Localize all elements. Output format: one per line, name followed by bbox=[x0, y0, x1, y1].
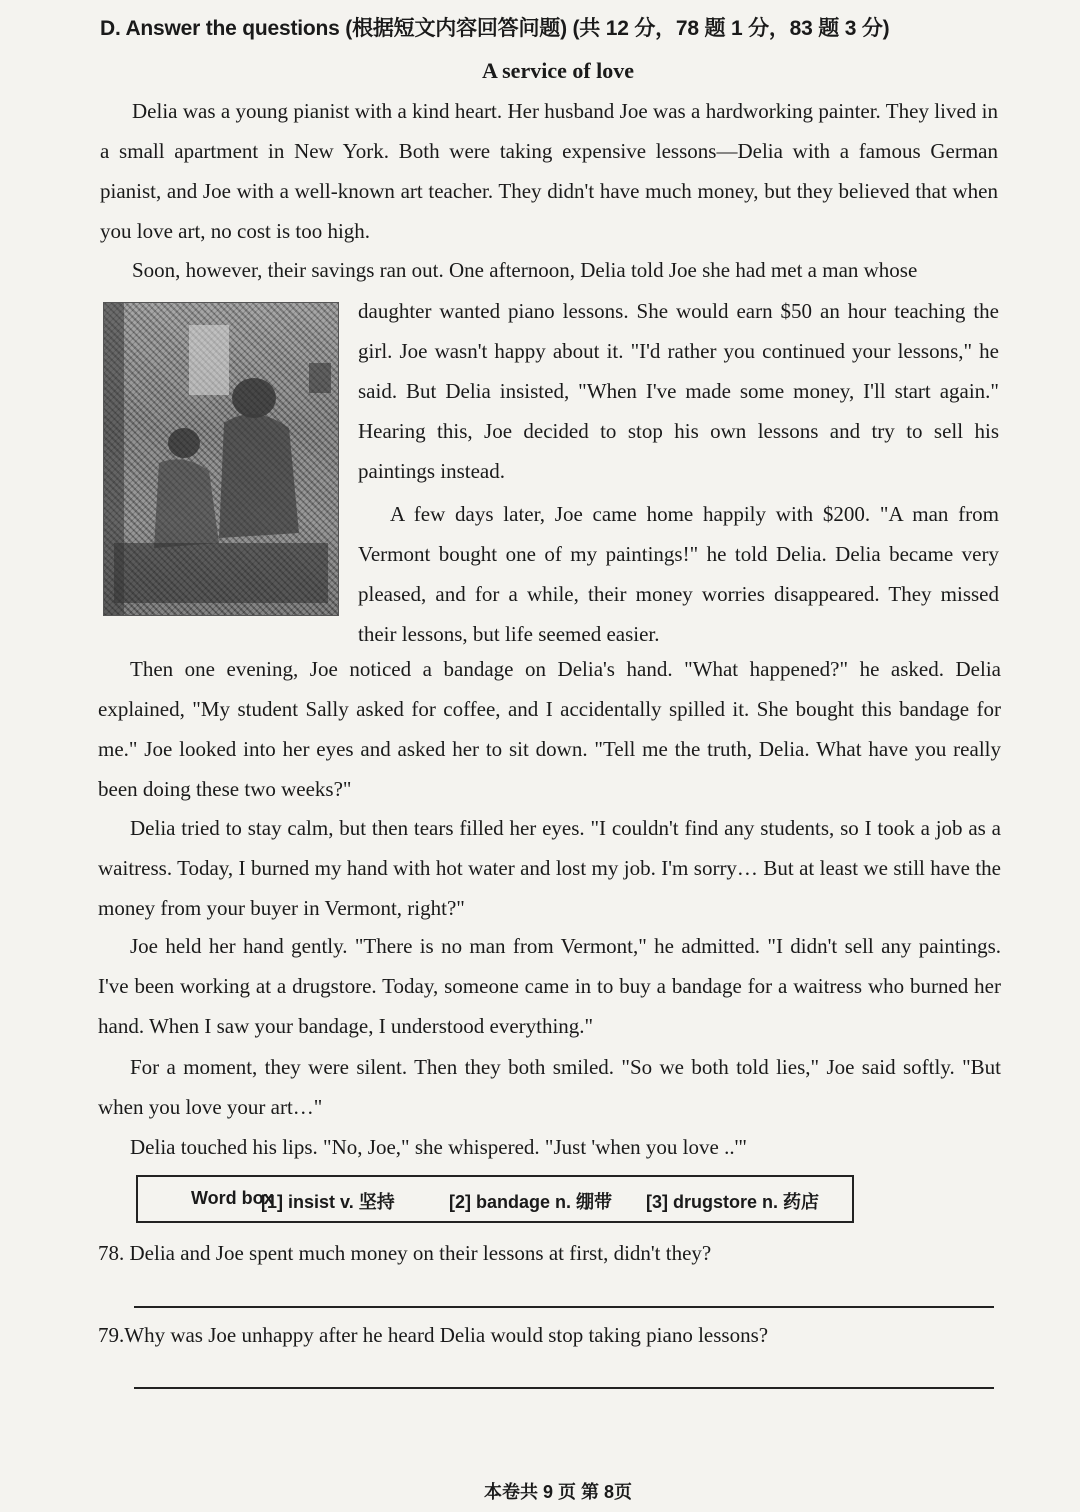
word-box-item-drugstore: [3] drugstore n. 药店 bbox=[646, 1192, 820, 1212]
article-paragraph-6: Joe held her hand gently. "There is no man from Vermont," he admitted. "I didn't sell any paintings. I've been working at a drugstore. Today, someone came in to buy a bandage for a waitress who burned her hand. When I saw your bandage, I understood everything." bbox=[98, 934, 1001, 1038]
article-paragraph-8: Delia touched his lips. "No, Joe," she whispered. "Just 'when you love ..'" bbox=[130, 1135, 747, 1159]
question-78: 78. Delia and Joe spent much money on their lessons at first, didn't they? bbox=[98, 1241, 712, 1265]
article-paragraph-4: Then one evening, Joe noticed a bandage on Delia's hand. "What happened?" he asked. Delia explained, "My student Sally asked for coffee, and I accidentally spilled it. She bought this bandage for me." Joe looked into her eyes and asked her to sit down. "Tell me the truth, Delia. What have you really been doing these two weeks?" bbox=[98, 657, 1001, 801]
answer-line-79[interactable] bbox=[134, 1387, 994, 1389]
article-paragraph-5: Delia tried to stay calm, but then tears filled her eyes. "I couldn't find any students, so I took a job as a waitress. Today, I burned my hand with hot water and lost my job. I'm sorry… But at least we still have the money from your buyer in Vermont, right?" bbox=[98, 816, 1001, 920]
article-paragraph-2-rest: daughter wanted piano lessons. She would earn $50 an hour teaching the girl. Joe wasn't happy about it. "I'd rather you continued your lessons," he said. But Delia insisted, "When I've made some money, I'll start again." Hearing this, Joe decided to stop his own lessons and try to sell his paintings instead. bbox=[358, 299, 999, 483]
word-box-label: Word box bbox=[191, 1188, 274, 1208]
word-box bbox=[136, 1175, 854, 1223]
article-paragraph-7: For a moment, they were silent. Then they both smiled. "So we both told lies," Joe said softly. "But when you love your art…" bbox=[98, 1055, 1001, 1119]
illustration-figures bbox=[104, 303, 338, 615]
question-79: 79.Why was Joe unhappy after he heard Delia would stop taking piano lessons? bbox=[98, 1323, 769, 1347]
page-footer: 本卷共 9 页 第 8页 bbox=[483, 1482, 633, 1502]
article-title: A service of love bbox=[481, 58, 635, 83]
word-box-item-insist: [1] insist v. 坚持 bbox=[261, 1192, 395, 1212]
story-illustration bbox=[103, 302, 339, 616]
article-paragraph-1: Delia was a young pianist with a kind heart. Her husband Joe was a hardworking painter. They lived in a small apartment in New York. Both were taking expensive lessons—Delia with a famous German pianist, and Joe with a well-known art teacher. They didn't have much money, but they believed that when you love art, no cost is too high. bbox=[100, 99, 998, 243]
section-heading: D. Answer the questions (根据短文内容回答问题) (共 12 分，78 题 1 分，83 题 3 分) bbox=[100, 17, 890, 40]
answer-line-78[interactable] bbox=[134, 1306, 994, 1308]
article-paragraph-3: A few days later, Joe came home happily with $200. "A man from Vermont bought one of my paintings!" he told Delia. Delia became very pleased, and for a while, their money worries disappeared. They missed their lessons, but life seemed easier. bbox=[358, 502, 999, 646]
article-paragraph-2-first-line: Soon, however, their savings ran out. One afternoon, Delia told Joe she had met a man whose bbox=[132, 258, 918, 282]
word-box-item-bandage: [2] bandage n. 绷带 bbox=[449, 1192, 613, 1212]
